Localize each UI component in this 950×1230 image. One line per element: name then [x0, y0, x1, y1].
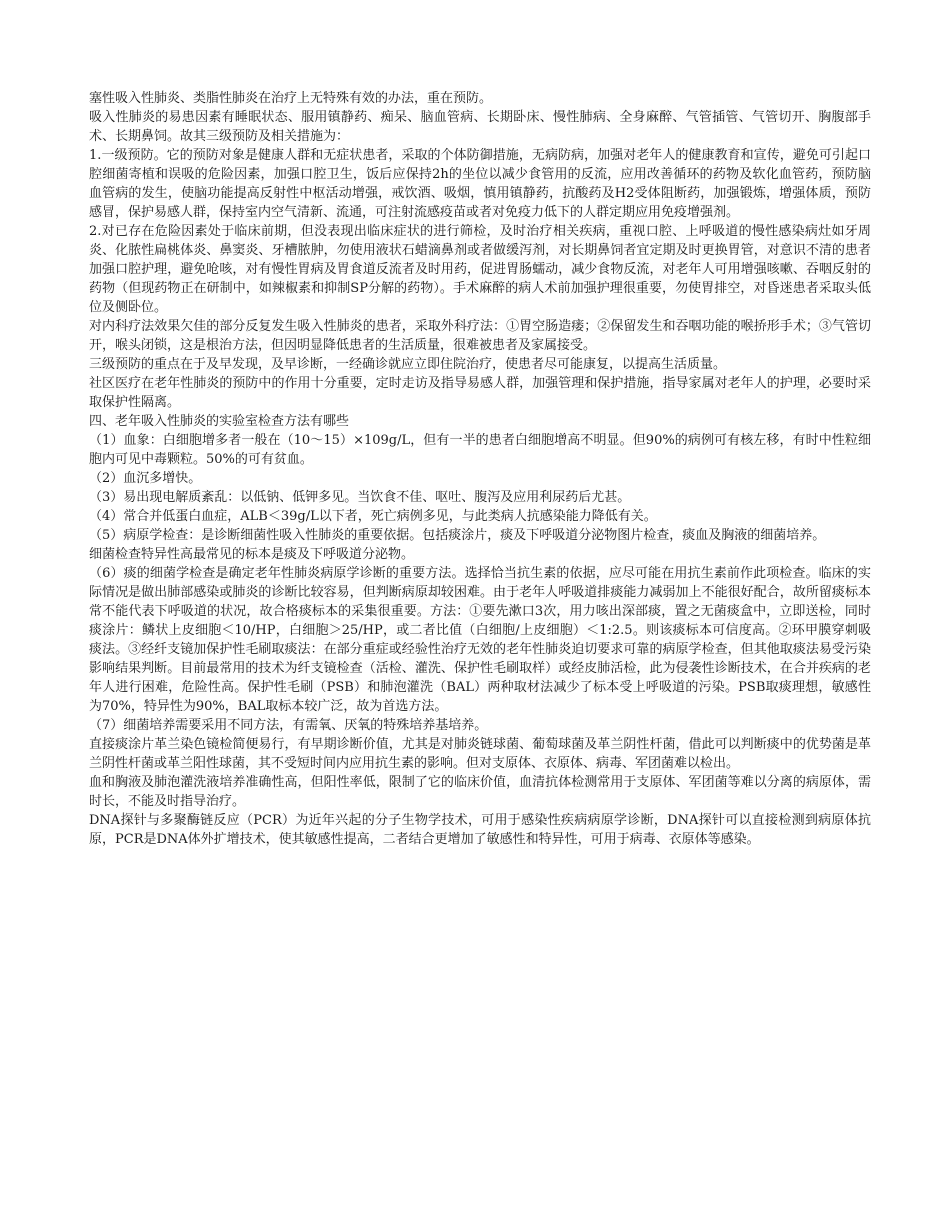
paragraph-12: （4）常合并低蛋白血症，ALB＜39g/L以下者，死亡病例多见，与此类病人抗感染能力降低有关。 — [89, 509, 657, 524]
paragraph-1: 塞性吸入性肺炎、类脂性肺炎在治疗上无特殊有效的办法，重在预防。 — [89, 91, 493, 106]
paragraph-17: 直接痰涂片革兰染色镜检简便易行，有早期诊断价值，尤其是对肺炎链球菌、葡萄球菌及革兰阴性杆菌，借此可以判断痰中的优势菌是革兰阴性杆菌或革兰阳性球菌，其不受短时间内应用抗生素的影响。但对支原体、衣原体、病毒、军团菌难以检出。 — [89, 737, 871, 771]
paragraph-10: （2）血沉多增快。 — [89, 471, 202, 486]
paragraph-2: 吸入性肺炎的易患因素有睡眠状态、服用镇静药、痴呆、脑血管病、长期卧床、慢性肺病、全身麻醉、气管插管、气管切开、胸腹部手术、长期鼻饲。故其三级预防及相关措施为： — [89, 110, 871, 144]
paragraph-19: DNA探针与多聚酶链反应（PCR）为近年兴起的分子生物学技术，可用于感染性疾病病原学诊断，DNA探针可以直接检测到病原体抗原，PCR是DNA体外扩增技术，使其敏感性提高，二者结合更增加了敏感性和特异性，可用于病毒、衣原体等感染。 — [89, 813, 871, 847]
paragraph-7: 社区医疗在老年性肺炎的预防中的作用十分重要，定时走访及指导易感人群，加强管理和保护措施，指导家属对老年人的护理，必要时采取保护性隔离。 — [89, 376, 871, 410]
paragraph-3: 1.一级预防。它的预防对象是健康人群和无症状患者，采取的个体防御措施，无病防病，加强对老年人的健康教育和宣传，避免可引起口腔细菌寄植和误吸的危险因素，加强口腔卫生，饭后应保持2h的坐位以减少食管用的反流，应用改善循环的药物及软化血管药，预防脑血管病的发生，使脑功能提高反射性中枢活动增强，戒饮酒、吸烟，慎用镇静药，抗酸药及H2受体阻断药，加强锻炼，增强体质，预防感冒，保护易感人群，保持室内空气清新、流通，可注射流感疫苗或者对免疫力低下的人群定期应用免疫增强剂。 — [89, 148, 871, 220]
paragraph-4: 2.对已存在危险因素处于临床前期，但没表现出临床症状的进行筛检，及时治疗相关疾病，重视口腔、上呼吸道的慢性感染病灶如牙周炎、化脓性扁桃体炎、鼻窦炎、牙槽脓肿，勿使用液状石蜡滴鼻剂或者做缓泻剂，对长期鼻饲者宜定期及时更换胃管，对意识不清的患者加强口腔护理，避免呛咳，对有慢性胃病及胃食道反流者及时用药，促进胃肠蠕动，减少食物反流，对老年人可用增强咳嗽、吞咽反射的药物（但现药物正在研制中，如辣椒素和抑制SP分解的药物）。手术麻醉的病人术前加强护理很重要，勿使胃排空，对昏迷患者采取头低位及侧卧位。 — [89, 224, 871, 315]
paragraph-11: （3）易出现电解质紊乱：以低钠、低钾多见。当饮食不佳、呕吐、腹泻及应用利尿药后尤甚。 — [89, 490, 631, 505]
paragraph-14: 细菌检查特异性高最常见的标本是痰及下呼吸道分泌物。 — [89, 547, 415, 562]
paragraph-6: 三级预防的重点在于及早发现，及早诊断，一经确诊就应立即住院治疗，使患者尽可能康复，以提高生活质量。 — [89, 357, 727, 372]
paragraph-16: （7）细菌培养需要采用不同方法，有需氧、厌氧的特殊培养基培养。 — [89, 718, 488, 733]
section-heading: 四、老年吸入性肺炎的实验室检查方法有哪些 — [89, 414, 350, 429]
paragraph-5: 对内科疗法效果欠佳的部分反复发生吸入性肺炎的患者，采取外科疗法：①胃空肠造瘘；②保留发生和吞咽功能的喉挢形手术；③气管切开，喉头闭锁，这是根治方法，但因明显降低患者的生活质量，很难被患者及家属接受。 — [89, 319, 871, 353]
paragraph-15: （6）痰的细菌学检查是确定老年性肺炎病原学诊断的重要方法。选择恰当抗生素的依据，应尽可能在用抗生素前作此项检查。临床的实际情况是做出肺部感染或肺炎的诊断比较容易，但判断病原却较困难。由于老年人呼吸道排痰能力减弱加上不能很好配合，故所留痰标本常不能代表下呼吸道的状况，故合格痰标本的采集很重要。方法：①要先漱口3次，用力咳出深部痰，置之无菌痰盒中，立即送检，同时痰涂片：鳞状上皮细胞＜10/HP，白细胞＞25/HP，或二者比值（白细胞/上皮细胞）＜1:2.5。则该痰标本可信度高。②环甲膜穿刺吸痰法。③经纤支镜加保护性毛刷取痰法：在部分重症或经验性治疗无效的老年性肺炎迫切要求可靠的病原学检查，但其他取痰法易受污染影响结果判断。目前最常用的技术为纤支镜检查（活检、灌洗、保护性毛刷取样）或经皮肺活检，此为侵袭性诊断技术，在合并疾病的老年人进行困难，危险性高。保护性毛刷（PSB）和肺泡灌洗（BAL）两种取材法减少了标本受上呼吸道的污染。PSB取痰理想，敏感性为70%，特异性为90%，BAL取标本较广泛，故为首选方法。 — [89, 566, 871, 714]
paragraph-18: 血和胸液及肺泡灌洗液培养准确性高，但阳性率低，限制了它的临床价值，血清抗体检测常用于支原体、军团菌等难以分离的病原体，需时长，不能及时指导治疗。 — [89, 775, 871, 809]
paragraph-9: （1）血象：白细胞增多者一般在（10～15）×109g/L，但有一半的患者白细胞增高不明显。但90%的病例可有核左移，有时中性粒细胞内可见中毒颗粒。50%的可有贫血。 — [89, 433, 871, 467]
paragraph-13: （5）病原学检查：是诊断细菌性吸入性肺炎的重要依据。包括痰涂片，痰及下呼吸道分泌物图片检查，痰血及胸液的细菌培养。 — [89, 528, 826, 543]
document-body — [89, 89, 871, 849]
